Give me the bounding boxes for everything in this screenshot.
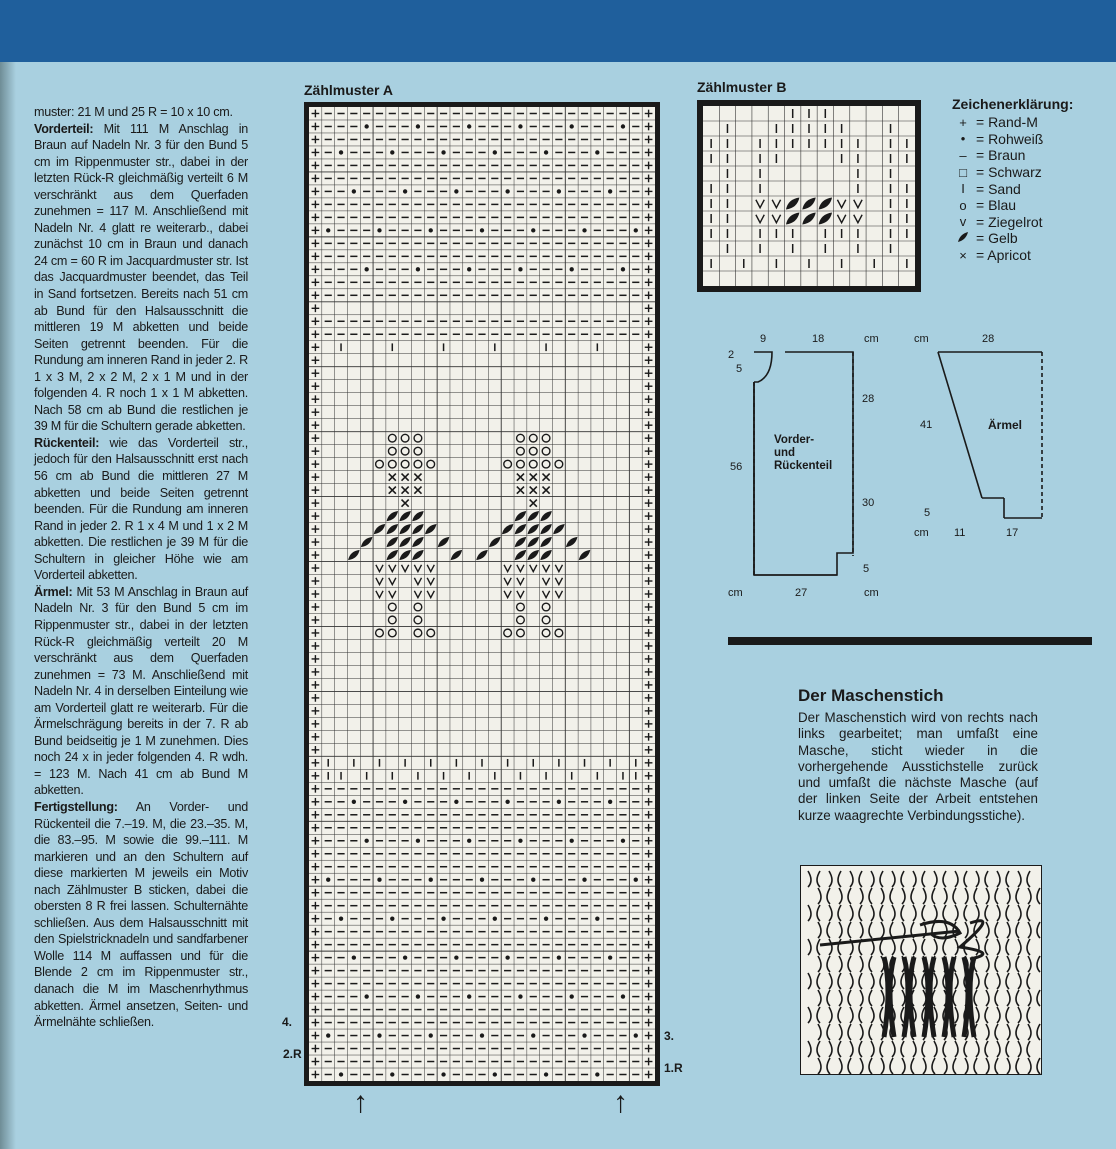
sleeve-label: Ärmel <box>988 418 1023 432</box>
dim-cm-sleeve-bottom: cm <box>914 527 929 539</box>
dot-stitch <box>467 839 471 843</box>
dot-stitch <box>416 124 420 128</box>
chart-a-grid <box>304 102 660 1086</box>
dot-stitch <box>544 916 548 920</box>
dot-stitch <box>621 839 625 843</box>
dot-stitch <box>595 1072 599 1076</box>
dot-stitch <box>531 1033 535 1037</box>
dim-cm-bl: cm <box>728 587 743 599</box>
legend-label: = Apricot <box>976 247 1031 264</box>
dot-stitch <box>493 1072 497 1076</box>
dot-stitch <box>339 150 343 154</box>
dot-stitch <box>390 150 394 154</box>
chart-a-label-2r: 2.R <box>283 1047 302 1061</box>
fertig-heading: Fertigstellung: <box>34 799 118 814</box>
dot-stitch <box>608 800 612 804</box>
fertig-paragraph <box>34 799 248 1031</box>
circle-icon: o <box>959 197 967 213</box>
chart-b-grid <box>697 100 921 292</box>
dot-stitch <box>352 189 356 193</box>
dim-2: 2 <box>728 349 735 361</box>
dot-stitch <box>570 839 574 843</box>
legend-item <box>952 230 1073 247</box>
dim-5-left: 5 <box>736 363 743 375</box>
dot-stitch <box>326 228 330 232</box>
dot-stitch <box>582 1033 586 1037</box>
dot-stitch <box>429 878 433 882</box>
top-color-band <box>0 0 1116 62</box>
dot-stitch <box>531 228 535 232</box>
dot-stitch <box>621 124 625 128</box>
section-divider <box>728 637 1092 645</box>
knit-bg <box>800 865 1042 1075</box>
dot-stitch <box>493 150 497 154</box>
dim-cm-top: cm <box>864 333 879 345</box>
vorderteil-heading: Vorderteil: <box>34 121 94 136</box>
dim-11: 11 <box>954 527 966 539</box>
dot-stitch <box>364 267 368 271</box>
rueckenteil-paragraph <box>34 435 248 584</box>
dot-stitch <box>557 955 561 959</box>
symbol-legend <box>952 96 1073 263</box>
maschenstich-title: Der Maschenstich <box>798 686 944 705</box>
arrow-left-icon: ↑ <box>353 1086 368 1119</box>
dot-stitch <box>403 800 407 804</box>
dot-stitch <box>505 800 509 804</box>
dot-stitch <box>544 150 548 154</box>
legend-label: = Rohweiß <box>976 130 1044 147</box>
dim-27: 27 <box>795 587 808 599</box>
dot-stitch <box>467 124 471 128</box>
legend-label: = Rand-M <box>976 114 1038 131</box>
dot-stitch <box>518 267 522 271</box>
dot-stitch <box>441 916 445 920</box>
dim-5-right: 5 <box>863 563 870 575</box>
legend-label: = Ziegelrot <box>976 213 1043 230</box>
dot-stitch <box>454 800 458 804</box>
legend-item <box>952 197 1073 214</box>
dot-stitch <box>377 228 381 232</box>
chart-b-title: Zählmuster B <box>697 79 787 95</box>
dot-stitch <box>582 878 586 882</box>
legend-label: = Braun <box>976 147 1026 164</box>
plus-icon: + <box>959 114 967 130</box>
dot-stitch <box>608 955 612 959</box>
dot-stitch <box>634 878 638 882</box>
dim-30: 30 <box>862 497 875 509</box>
dot-stitch <box>339 916 343 920</box>
dot-stitch <box>557 800 561 804</box>
dot-stitch <box>364 994 368 998</box>
dot-stitch <box>518 994 522 998</box>
dim-cm-br: cm <box>864 587 879 599</box>
legend-item <box>952 164 1073 181</box>
dot-stitch <box>403 189 407 193</box>
dot-stitch <box>441 150 445 154</box>
dot-stitch <box>582 228 586 232</box>
dim-41: 41 <box>920 419 933 431</box>
dot-stitch <box>352 800 356 804</box>
arrow-right-icon: ↑ <box>613 1086 628 1119</box>
sleeve-schematic <box>906 326 1056 546</box>
dot-stitch <box>493 916 497 920</box>
dot-stitch <box>377 878 381 882</box>
dot-stitch <box>403 955 407 959</box>
bar-icon: I <box>961 181 965 197</box>
dot-stitch <box>326 1033 330 1037</box>
dim-17: 17 <box>1006 527 1019 539</box>
chart-a-label-4: 4. <box>282 1015 293 1029</box>
dot-stitch <box>634 1033 638 1037</box>
legend-item <box>952 214 1073 231</box>
aermel-paragraph <box>34 584 248 799</box>
dot-stitch <box>441 1072 445 1076</box>
dot-stitch <box>518 124 522 128</box>
cross-icon: × <box>959 247 967 263</box>
dot-stitch <box>364 124 368 128</box>
dim-18: 18 <box>812 333 825 345</box>
aermel-heading: Ärmel: <box>34 584 73 599</box>
dot-stitch <box>505 189 509 193</box>
dim-28-sleeve: 28 <box>982 333 995 345</box>
chart-a-paper <box>309 107 655 1081</box>
chart-a-title: Zählmuster A <box>304 82 393 98</box>
rueckenteil-heading: Rückenteil: <box>34 435 100 450</box>
dot-stitch <box>467 994 471 998</box>
knit-stitch-illustration <box>800 865 1042 1075</box>
dot-stitch <box>531 878 535 882</box>
legend-label: = Blau <box>976 197 1017 214</box>
dot-stitch <box>352 955 356 959</box>
dot-stitch <box>570 994 574 998</box>
schematic-label-2: und <box>774 447 796 459</box>
legend-item <box>952 180 1073 197</box>
dot-stitch <box>634 228 638 232</box>
rueckenteil-text: wie das Vorderteil str., jedoch für den Halsausschnitt erst nach 56 cm ab Bund die mittleren 27 M abketten und beide Seiten getrennt beenden. Für die Rundung am inneren Rand in jeder 2. R 1 x 4 M und 1 x 2 M abketten. Die restlichen je 39 M für die Schultern in gleicher Höhe wie am Vorderteil abketten. <box>34 435 248 583</box>
dot-stitch <box>595 150 599 154</box>
schematic-label-1: Vorder- <box>774 434 815 446</box>
legend-label: = Sand <box>976 180 1021 197</box>
empty-square-icon: □ <box>959 164 967 180</box>
maschenstich-text: Der Maschenstich wird von rechts nach links gearbeitet; man umfaßt eine Masche, sticht wieder in die vorhergehende Ausstichstelle zurück und umfaßt die nächste Masche (auf der linken Seite der Arbeit entstehen kurze waagrechte Verbindungsstiche). <box>798 710 1038 823</box>
dot-stitch <box>390 916 394 920</box>
dot-stitch <box>429 1033 433 1037</box>
chart-a-label-1r: 1.R <box>664 1061 683 1075</box>
dot-stitch <box>608 189 612 193</box>
dim-9: 9 <box>760 333 767 345</box>
dot-stitch <box>480 228 484 232</box>
dot-stitch <box>416 994 420 998</box>
dot-stitch <box>454 189 458 193</box>
dim-56: 56 <box>730 461 743 473</box>
dash-icon: – <box>959 147 967 163</box>
dot-stitch <box>454 955 458 959</box>
dot-stitch <box>621 994 625 998</box>
vorderteil-paragraph <box>34 121 248 435</box>
dot-stitch <box>621 267 625 271</box>
dot-stitch <box>467 267 471 271</box>
body-schematic <box>720 326 896 602</box>
instruction-text <box>34 104 248 1031</box>
dot-stitch <box>544 1072 548 1076</box>
leaf-icon <box>952 231 974 246</box>
dot-stitch <box>557 189 561 193</box>
dot-icon: • <box>960 131 966 147</box>
dot-stitch <box>416 839 420 843</box>
dot-stitch <box>416 267 420 271</box>
vorderteil-text: Mit 111 M Anschlag in Braun auf Nadeln Nr. 3 für den Bund 5 cm im Rippenmuster str., dabei in der letzten Rück-R gleichmäßig verteilt 6 M verschränkt aus dem Querfaden zunehmen = 117 M. Anschließend mit Nadeln Nr. 4 glatt re weiterarb., dabei zunächst 10 cm in Braun und danach 24 cm = 60 R im Jacquardmuster str. Ist das Jacquardmuster beendet, das Teil in Sand fortsetzen. Bereits nach 51 cm ab Bund für den Halsausschnitt die mittleren 19 M abketten und beide Seiten getrennt beenden. Für die Rundung am inneren Rand in jeder 2. R 1 x 3 M, 2 x 2 M, 2 x 1 M und in der folgenden 4. R noch 1 x 1 M abketten. Nach 58 cm ab Bund die restlichen je 39 M für die Schultern gerade abketten. <box>34 121 248 434</box>
page-gutter-shadow <box>0 62 16 1149</box>
fertig-text: An Vorder- und Rückenteil die 7.–19. M, die 23.–35. M, die 83.–95. M sowie die 99.–111. M markieren und an den Schultern auf diese markierten M jeweils ein Motiv nach Zählmuster B sticken, dabei die obersten 8 R frei lassen. Schulternähte schließen. Aus dem Halsausschnitt mit den Spielstricknadeln und sandfarbener Wolle 114 M auffassen und für die Blende 2 cm im Rippenmuster str., danach die M im Maschenrhythmus abketten. Ärmel ansetzen, Seiten- und Ärmelnähte schließen. <box>34 799 248 1030</box>
dot-stitch <box>364 839 368 843</box>
dot-stitch <box>390 1072 394 1076</box>
dot-stitch <box>480 878 484 882</box>
legend-item <box>952 247 1073 264</box>
dim-5-sleeve: 5 <box>924 507 931 519</box>
dot-stitch <box>505 955 509 959</box>
dot-stitch <box>518 839 522 843</box>
legend-label: = Gelb <box>976 230 1018 247</box>
legend-label: = Schwarz <box>976 164 1042 181</box>
dot-stitch <box>570 124 574 128</box>
schematic-label-3: Rückenteil <box>774 460 833 472</box>
legend-item <box>952 131 1073 148</box>
legend-item <box>952 147 1073 164</box>
dim-28: 28 <box>862 393 875 405</box>
legend-title: Zeichenerklärung: <box>952 96 1074 112</box>
dot-stitch <box>377 1033 381 1037</box>
dim-cm-sleeve-top: cm <box>914 333 929 345</box>
chart-a-label-3: 3. <box>664 1029 675 1043</box>
legend-item <box>952 114 1073 131</box>
dot-stitch <box>339 1072 343 1076</box>
dot-stitch <box>429 228 433 232</box>
dot-stitch <box>326 878 330 882</box>
dot-stitch <box>595 916 599 920</box>
aermel-text: Mit 53 M Anschlag in Braun auf Nadeln Nr. 3 für den Bund 5 cm im Rippenmuster str., dabei in der letzten Rück-R gleichmäßig verteilt 20 M verschränkt aus dem Querfaden zunehmen = 73 M. Anschließend mit Nadeln Nr. 4 in derselben Einteilung wie am Vorderteil glatt re weiterarb. Für die Ärmelschrägung bereits in der 7. R ab Bund beidseitig je 1 M zunehmen. Dies noch 24 x in jeder folgenden 4. R wdh. = 123 M. Nach 41 cm ab Bund M abketten. <box>34 584 248 798</box>
dot-stitch <box>480 1033 484 1037</box>
v-icon: v <box>959 214 967 230</box>
dot-stitch <box>570 267 574 271</box>
gauge-line: muster: 21 M und 25 R = 10 x 10 cm. <box>34 105 233 119</box>
